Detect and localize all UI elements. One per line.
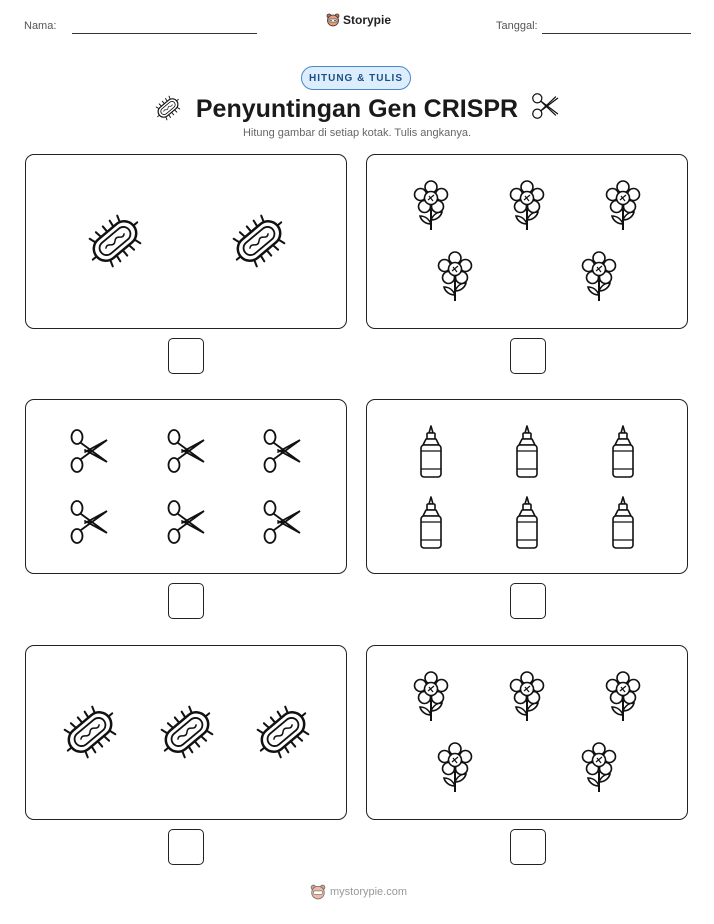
bottle-icon [514, 425, 540, 479]
flower-icon [580, 251, 618, 303]
bacteria-icon [229, 211, 289, 271]
flower-icon [508, 180, 546, 232]
scissors-icon [69, 499, 109, 545]
flower-icon [412, 671, 450, 723]
answer-box-4[interactable] [510, 583, 546, 619]
bottle-icon [610, 425, 636, 479]
bacteria-icon [157, 702, 217, 762]
bacteria-icon [253, 702, 313, 762]
flower-icon [604, 180, 642, 232]
flower-icon [436, 251, 474, 303]
scissors-icon [166, 499, 206, 545]
bacteria-icon [60, 702, 120, 762]
bottle-icon [514, 496, 540, 550]
answer-box-1[interactable] [168, 338, 204, 374]
scissors-icon [166, 428, 206, 474]
name-label: Nama: [24, 20, 57, 32]
scissors-icon [262, 428, 302, 474]
flower-icon [604, 671, 642, 723]
scissors-icon [262, 499, 302, 545]
page-title: Penyuntingan Gen CRISPR [195, 95, 519, 123]
brand-name: Storypie [343, 13, 392, 27]
flower-icon [436, 742, 474, 794]
name-field-line[interactable] [72, 33, 257, 34]
flower-icon [412, 180, 450, 232]
scissors-icon [531, 92, 559, 120]
bottle-icon [418, 425, 444, 479]
date-label: Tanggal: [496, 20, 538, 32]
footer-url[interactable]: mystorypie.com [330, 886, 408, 898]
date-field-line[interactable] [542, 33, 691, 34]
activity-badge: HITUNG & TULIS [301, 66, 411, 90]
answer-box-2[interactable] [510, 338, 546, 374]
storypie-mascot-icon [310, 884, 326, 900]
flower-icon [580, 742, 618, 794]
counting-panel-1 [25, 154, 347, 329]
scissors-icon [69, 428, 109, 474]
storypie-mascot-icon [326, 13, 340, 27]
bottle-icon [418, 496, 444, 550]
brand-logo [326, 13, 391, 27]
flower-icon [508, 671, 546, 723]
answer-box-6[interactable] [510, 829, 546, 865]
counting-panel-3 [25, 399, 347, 574]
footer [310, 884, 407, 900]
bottle-icon [610, 496, 636, 550]
answer-box-5[interactable] [168, 829, 204, 865]
answer-box-3[interactable] [168, 583, 204, 619]
instructions: Hitung gambar di setiap kotak. Tulis angkanya. [242, 127, 472, 139]
bacteria-icon [85, 211, 145, 271]
